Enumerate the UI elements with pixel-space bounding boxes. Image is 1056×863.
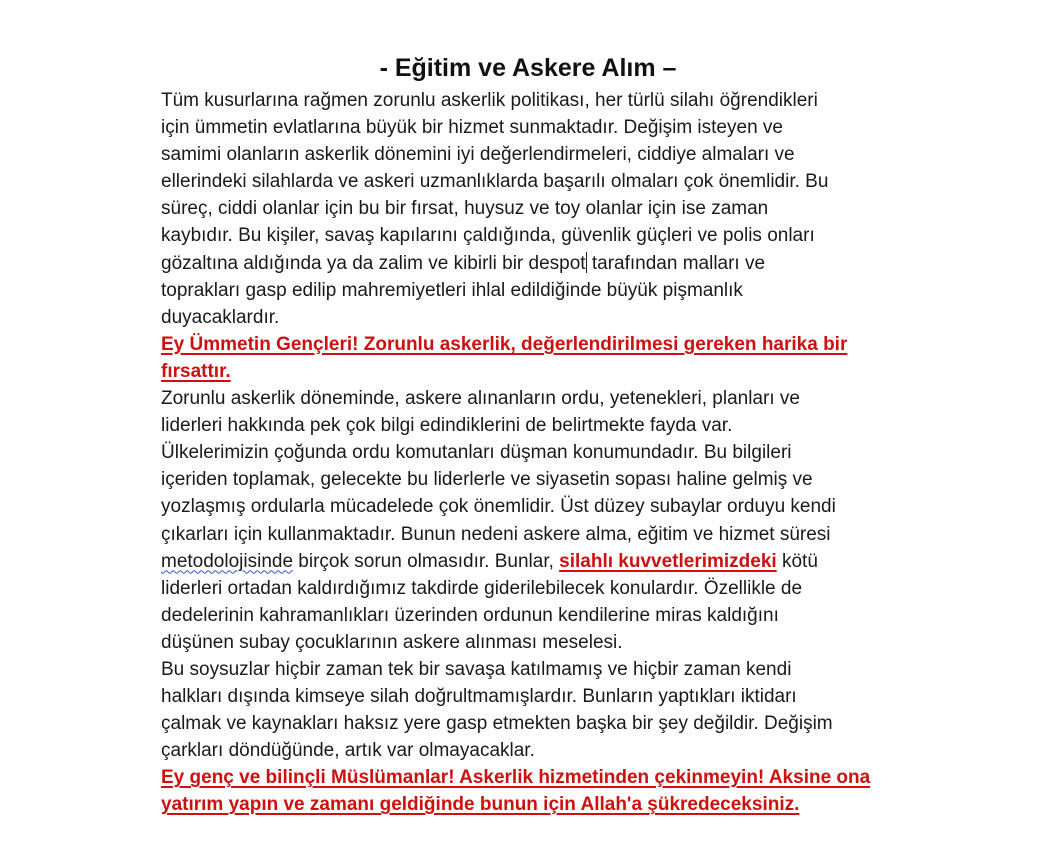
text-line: duyacaklardır. — [161, 306, 280, 328]
text-line: yozlaşmış ordularla mücadelede çok önemlidir. Üst düzey subaylar orduyu kendi — [161, 496, 836, 518]
callout-line: Ey Ümmetin Gençleri! Zorunlu askerlik, değerlendirilmesi gereken harika bir — [161, 333, 848, 355]
text-line: Zorunlu askerlik döneminde, askere alınanların ordu, yetenekleri, planları ve — [161, 388, 800, 410]
text-line-mixed — [161, 548, 921, 575]
text-line: ellerindeki silahlarda ve askeri uzmanlıklarda başarılı olmaları çok önemlidir. Bu — [161, 171, 829, 193]
text-line: çıkarları için kullanmaktadır. Bunun nedeni askere alma, eğitim ve hizmet süresi — [161, 523, 831, 545]
text-line: Ülkelerimizin çoğunda ordu komutanları düşman konumundadır. Bu bilgileri — [161, 442, 792, 464]
text-line: çalmak ve kaynakları haksız yere gasp etmekten başka bir şey değildir. Değişim — [161, 713, 833, 735]
text-segment: kötü — [776, 550, 818, 572]
text-line: içeriden toplamak, gelecekte bu liderlerle ve siyasetin sopası haline gelmiş ve — [161, 469, 813, 491]
document-title: - Eğitim ve Askere Alım – — [379, 54, 677, 82]
text-line: halkları dışında kimseye silah doğrultmamışlardır. Bunların yaptıkları iktidarı — [161, 686, 797, 708]
emphasis-phrase: silahlı kuvvetlerimizdeki — [559, 550, 777, 572]
text-line: düşünen subay çocuklarının askere alınması meselesi. — [161, 631, 623, 653]
text-line: Tüm kusurlarına rağmen zorunlu askerlik politikası, her türlü silahı öğrendikleri — [161, 90, 818, 111]
callout-line: yatırım yapın ve zamanı geldiğinde bunun için Allah'a şükredeceksiniz. — [161, 794, 800, 816]
text-line: liderleri ortadan kaldırdığımız takdirde giderilebilecek konulardır. Özellikle de — [161, 577, 803, 599]
text-segment: tarafından malları ve — [586, 252, 766, 274]
text-line: süreç, ciddi olanlar için bu bir fırsat, huysuz ve toy olanlar için ise zaman — [161, 198, 769, 220]
document-body[interactable] — [161, 87, 921, 819]
spellcheck-flagged-word[interactable]: metodolojisinde — [161, 550, 294, 572]
callout-line: Ey genç ve bilinçli Müslümanlar! Askerlik hizmetinden çekinmeyin! Aksine ona — [161, 767, 871, 789]
text-line-with-cursor — [161, 250, 921, 277]
text-line: kaybıdır. Bu kişiler, savaş kapılarını çaldığında, güvenlik güçleri ve polis onları — [161, 225, 815, 247]
text-line: dedelerinin kahramanlıkları üzerinden ordunun kendilerine miras kaldığını — [161, 604, 779, 626]
text-segment: gözaltına aldığında ya da zalim ve kibirli bir despot — [161, 252, 586, 274]
text-line: toprakları gasp edilip mahremiyetleri ihlal edildiğinde büyük pişmanlık — [161, 279, 743, 301]
text-line: samimi olanların askerlik dönemini iyi değerlendirmeleri, ciddiye almaları ve — [161, 144, 795, 166]
text-segment: birçok sorun olmasıdır. Bunlar, — [293, 550, 560, 572]
text-line: için ümmetin evlatlarına büyük bir hizmet sunmaktadır. Değişim isteyen ve — [161, 117, 783, 139]
text-line: liderleri hakkında pek çok bilgi edindiklerini de belirtmekte fayda var. — [161, 415, 733, 437]
text-line: Bu soysuzlar hiçbir zaman tek bir savaşa katılmamış ve hiçbir zaman kendi — [161, 658, 792, 680]
callout-line: fırsattır. — [161, 360, 231, 382]
text-line: çarkları döndüğünde, artık var olmayacaklar. — [161, 740, 535, 762]
